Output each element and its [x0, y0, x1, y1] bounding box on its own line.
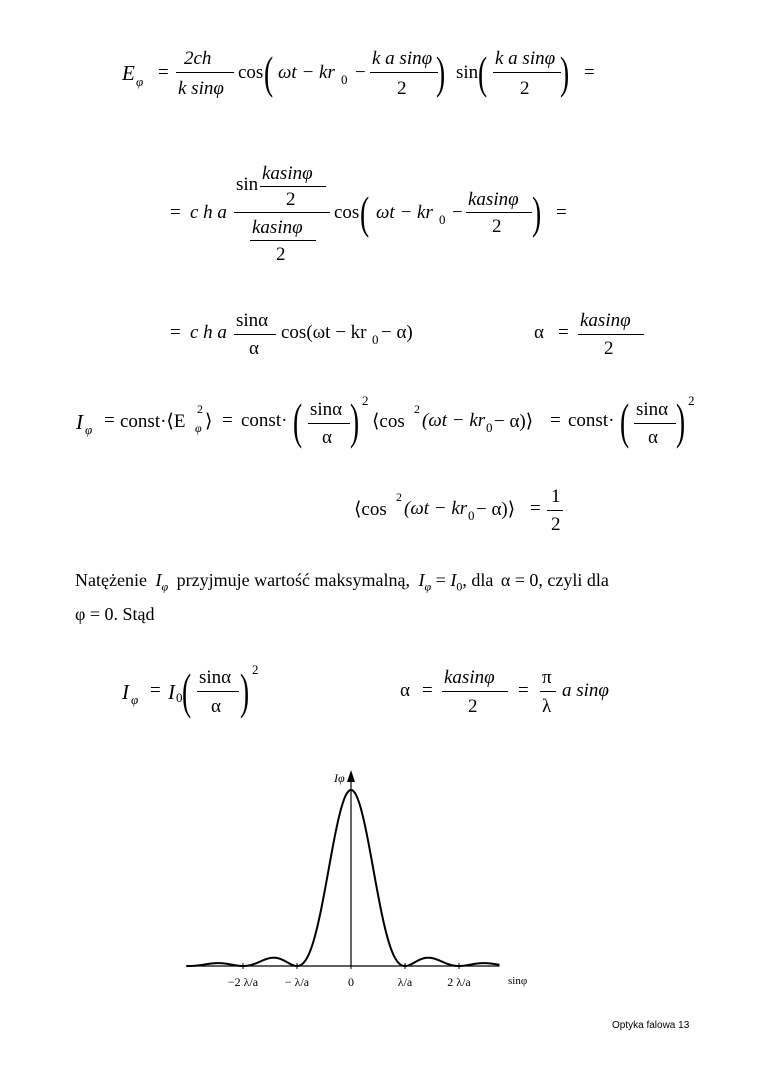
text-czyli-dla: , czyli dla [538, 570, 609, 590]
equals-sign: = [518, 680, 529, 701]
fraction-denominator: 2 [397, 78, 407, 99]
const-label: const· [568, 410, 615, 431]
cos-expression: cos(ωt − kr [281, 322, 367, 343]
fraction-numerator: k a sinφ [372, 48, 433, 69]
cos-argument: ωt − kr [278, 62, 335, 83]
text-eq: = [435, 570, 446, 590]
lhs-symbol: I [122, 680, 129, 704]
y-axis-arrow [347, 770, 355, 782]
x-axis-label: sinφ [508, 975, 528, 987]
sin-label: sin [236, 174, 259, 195]
average-argument: (ωt − kr [404, 498, 468, 519]
fraction-denominator: α [211, 696, 221, 717]
fraction-numerator: k a sinφ [495, 48, 556, 69]
subscript-zero: 0 [439, 212, 446, 227]
x-tick-label: λ/a [397, 975, 413, 989]
lhs-subscript: φ [85, 422, 93, 437]
text-I0-sub: 0 [456, 579, 463, 594]
equals-sign: = [556, 202, 567, 223]
alpha-numerator: kasinφ [444, 667, 495, 688]
closing-bracket: ⟩ [205, 411, 213, 432]
alpha-symbol: α [400, 680, 410, 701]
fraction-denominator: 2 [492, 216, 502, 237]
text-I2: I [418, 570, 425, 590]
average-cos: ⟨cos [372, 411, 405, 432]
equals-sign: = [104, 410, 115, 431]
inner-denominator: 2 [286, 189, 296, 210]
equals-sign: = [170, 322, 181, 343]
equals-sign: = [158, 62, 169, 83]
fraction-numerator: 1 [551, 486, 561, 507]
power-two: 2 [362, 393, 369, 408]
text-stad: . Stąd [113, 604, 155, 624]
alpha-numerator: kasinφ [580, 310, 631, 331]
cos-label: cos [238, 62, 264, 83]
text-I0: I [450, 570, 457, 590]
alpha-denominator: 2 [604, 338, 614, 359]
lhs-symbol: E [122, 61, 135, 85]
equals-sign: = [584, 62, 595, 83]
fraction-denominator: α [322, 427, 332, 448]
subscript-zero: 0 [341, 72, 348, 87]
inner-numerator: kasinφ [262, 163, 313, 184]
subscript-zero: 0 [372, 332, 379, 347]
average-cos: ⟨cos [354, 499, 387, 520]
fraction-denominator: α [249, 338, 259, 359]
y-axis-label: Iφ [334, 771, 345, 785]
minus-sign: − [355, 62, 366, 83]
power-two: 2 [252, 662, 259, 677]
const-average: const·⟨E [120, 411, 186, 432]
average-tail: − α)⟩ [476, 499, 516, 520]
fraction-denominator: α [648, 427, 658, 448]
superscript-two: 2 [396, 490, 402, 504]
text-I-sub: φ [161, 579, 169, 594]
cos-argument: ωt − kr [376, 202, 433, 223]
fraction-numerator: 2ch [184, 48, 212, 69]
text-alpha-zero: α = 0 [500, 570, 539, 590]
cos-label: cos [334, 202, 360, 223]
equals-sign: = [170, 202, 181, 223]
fraction-numerator: sinα [236, 310, 269, 331]
minus-sign: − [452, 202, 463, 223]
text-natezenie: Natężenie [75, 570, 147, 590]
subscript-zero: 0 [468, 508, 475, 523]
equals-sign: = [558, 322, 569, 343]
c-h-a: c h a [190, 202, 227, 223]
fraction-numerator: sinα [636, 399, 669, 420]
const-label: const· [241, 410, 288, 431]
lhs-subscript: φ [136, 74, 144, 89]
fraction-denominator: 2 [520, 78, 530, 99]
pi-numerator: π [542, 667, 552, 688]
average-argument: (ωt − kr [422, 410, 486, 431]
text-I: I [155, 570, 162, 590]
fraction-numerator: sinα [310, 399, 343, 420]
alpha-denominator: 2 [468, 696, 478, 717]
x-tick-label: 2 λ/a [447, 975, 471, 989]
x-tick-label: 0 [348, 975, 354, 989]
denominator-denominator: 2 [276, 244, 286, 265]
fraction-denominator: k sinφ [178, 78, 224, 99]
x-tick-label: − λ/a [284, 975, 310, 989]
subscript-zero: 0 [176, 690, 183, 705]
power-two: 2 [688, 393, 695, 408]
equals-sign: = [550, 410, 561, 431]
subscript-zero: 0 [486, 420, 493, 435]
x-tick-label: −2 λ/a [227, 975, 259, 989]
sin-label: sin [456, 62, 479, 83]
lambda-denominator: λ [542, 696, 552, 717]
text-dla: , dla [462, 570, 494, 590]
text-przyjmuje: przyjmuje wartość maksymalną, [176, 570, 411, 590]
page-footer: Optyka falowa 13 [612, 1020, 690, 1031]
equals-sign: = [222, 410, 233, 431]
c-h-a: c h a [190, 322, 227, 343]
cos-tail: − α) [381, 322, 413, 343]
text-I2-sub: φ [424, 579, 432, 594]
lhs-symbol: I [76, 410, 83, 434]
equals-sign: = [530, 498, 541, 519]
a-sin-phi: a sinφ [562, 680, 609, 701]
fraction-denominator: 2 [551, 514, 561, 535]
equals-sign: = [150, 680, 161, 701]
superscript-two: 2 [414, 402, 420, 416]
denominator-numerator: kasinφ [252, 217, 303, 238]
alpha-symbol: α [534, 322, 544, 343]
average-tail: − α)⟩ [494, 411, 534, 432]
fraction-numerator: kasinφ [468, 189, 519, 210]
intensity-curve [186, 790, 499, 966]
fraction-numerator: sinα [199, 667, 232, 688]
subscript-phi: φ [195, 421, 202, 435]
superscript-two: 2 [197, 402, 203, 416]
lhs-subscript: φ [131, 692, 139, 707]
text-phi-zero: φ = 0 [75, 604, 114, 624]
I0-symbol: I [168, 680, 175, 704]
equals-sign: = [422, 680, 433, 701]
